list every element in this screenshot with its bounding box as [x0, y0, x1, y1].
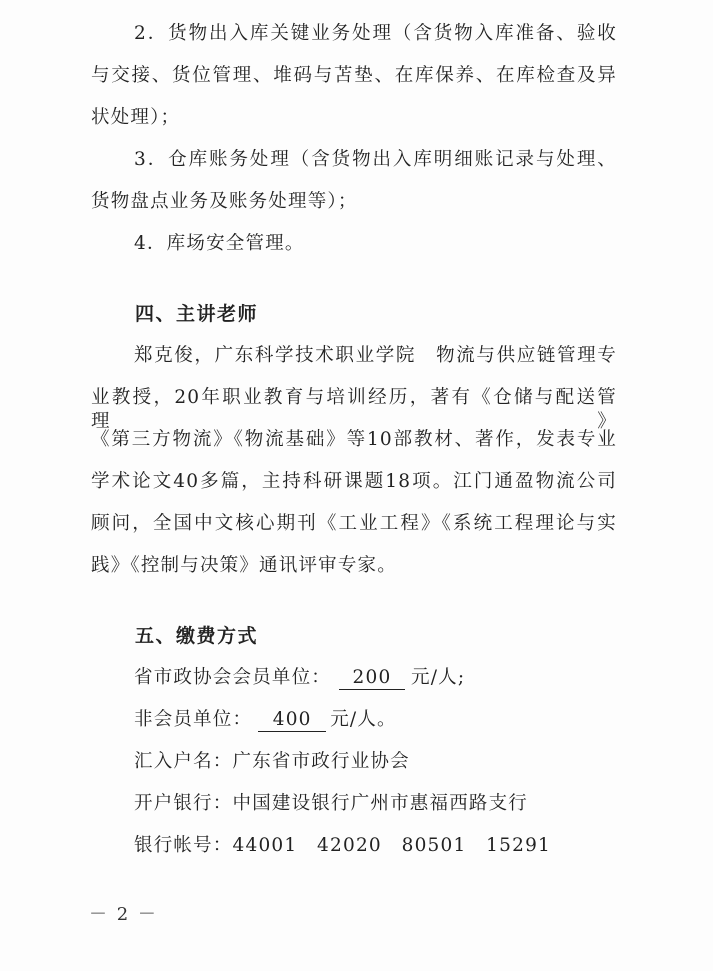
member-fee-label: 省市政协会会员单位：	[134, 667, 332, 688]
item-2-line-2: 与交接、货位管理、堆码与苫垫、在库保养、在库检查及异	[91, 65, 617, 86]
member-fee-unit: 元/人;	[411, 667, 466, 688]
account-line: 银行帐号：44001 42020 80501 15291	[134, 835, 552, 856]
nonmember-fee-value: 400	[258, 709, 326, 732]
item-2-line-1: 2．货物出入库关键业务处理（含货物入库准备、验收	[134, 23, 617, 44]
nonmember-fee-label: 非会员单位：	[134, 709, 253, 730]
bio-line-1: 郑克俊，广东科学技术职业学院 物流与供应链管理专	[134, 345, 617, 366]
section-4-heading: 四、主讲老师	[135, 303, 259, 325]
bio-line-6: 践》《控制与决策》通讯评审专家。	[91, 555, 397, 576]
payee-line: 汇入户名：广东省市政行业协会	[134, 751, 410, 772]
item-3-line-2: 货物盘点业务及账务处理等）；	[91, 191, 358, 212]
member-fee-value: 200	[339, 667, 405, 690]
item-3-line-1: 3．仓库账务处理（含货物出入库明细账记录与处理、	[134, 149, 617, 170]
bio-line-5: 顾问，全国中文核心期刊《工业工程》《系统工程理论与实	[91, 513, 617, 534]
page-number: － 2 －	[89, 904, 158, 925]
bank-line: 开户银行：中国建设银行广州市惠福西路支行	[134, 793, 529, 814]
nonmember-fee-unit: 元/人。	[330, 709, 397, 730]
bio-line-4: 学术论文40多篇，主持科研课题18项。江门通盈物流公司	[91, 471, 617, 492]
item-4-line-1: 4．库场安全管理。	[134, 233, 305, 254]
section-5-heading: 五、缴费方式	[135, 625, 259, 647]
member-fee-line	[134, 666, 465, 690]
bio-line-2: 业教授，20年职业教育与培训经历，著有《仓储与配送管理》	[91, 387, 617, 432]
bio-line-3: 《第三方物流》《物流基础》等10部教材、著作，发表专业	[91, 429, 617, 450]
item-2-line-3: 状处理）；	[91, 107, 181, 128]
nonmember-fee-line	[134, 708, 397, 732]
